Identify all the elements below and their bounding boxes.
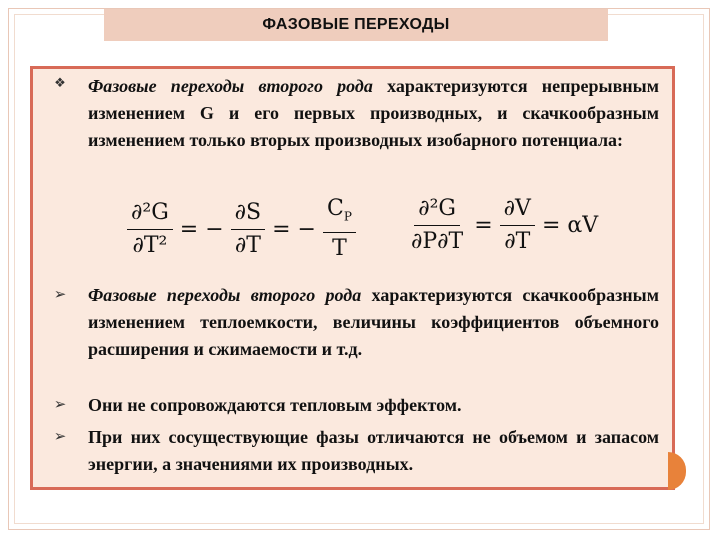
formula-2 xyxy=(404,196,602,255)
arrow-bullet-icon: ➢ xyxy=(53,395,67,413)
title-bar xyxy=(104,9,608,41)
formula-1-operator-2: = − xyxy=(272,216,316,242)
bullet-3-text xyxy=(88,392,659,419)
formula-1-frac-3-numerator xyxy=(323,196,356,233)
formula-1-fraction-2 xyxy=(231,200,265,259)
diamond-bullet-icon: ❖ xyxy=(54,76,66,91)
bullet-4-text xyxy=(88,424,659,478)
formula-2-operator-1: = xyxy=(474,213,493,238)
formula-1-fraction-1 xyxy=(127,200,173,259)
cp-symbol: C xyxy=(326,196,344,221)
cp-subscript: P xyxy=(343,209,352,224)
bullet-1-body: характеризуются непрерывным изменением G и его первых производных, и скачкообразным изменением только вторых производных изобарного потенциала: xyxy=(88,76,659,150)
arrow-bullet-icon: ➢ xyxy=(53,427,67,445)
formula-1 xyxy=(124,196,359,262)
formula-2-frac-1-denominator: ∂P∂T xyxy=(411,229,464,254)
bullet-1-text xyxy=(88,73,659,154)
formula-2-frac-1-numerator: ∂²G xyxy=(414,196,460,226)
formula-1-frac-3-denominator: T xyxy=(332,236,347,262)
formula-1-frac-2-denominator: ∂T xyxy=(234,232,261,258)
formula-1-frac-1-numerator: ∂²G xyxy=(127,200,173,230)
formula-1-operator-1: = − xyxy=(179,216,224,242)
bullet-3-body: Они не сопровождаются тепловым эффектом. xyxy=(88,395,462,415)
bullet-4-body: При них сосуществующие фазы отличаются не объемом и запасом энергии, а значениями их производных. xyxy=(88,427,659,474)
formula-2-operator-2: = αV xyxy=(541,213,599,238)
formula-1-frac-1-denominator: ∂T² xyxy=(132,232,168,258)
formula-2-frac-2-denominator: ∂T xyxy=(504,229,531,254)
slide-title: ФАЗОВЫЕ ПЕРЕХОДЫ xyxy=(262,16,450,33)
arrow-bullet-icon: ➢ xyxy=(53,285,67,303)
formula-2-fraction-2 xyxy=(500,196,535,255)
formula-1-frac-2-numerator: ∂S xyxy=(231,200,265,230)
bullet-2-text xyxy=(88,282,659,363)
formula-1-fraction-3 xyxy=(323,196,356,262)
bullet-1-italic: Фазовые переходы второго рода xyxy=(88,76,373,96)
bullet-2-body: характеризуются скачкообразным изменением теплоемкости, величины коэффициентов объемного расширения и сжимаемости и т.д. xyxy=(88,285,659,359)
formula-2-frac-2-numerator: ∂V xyxy=(500,196,535,226)
formula-2-fraction-1 xyxy=(407,196,467,255)
bullet-2-italic: Фазовые переходы второго рода xyxy=(88,285,362,305)
